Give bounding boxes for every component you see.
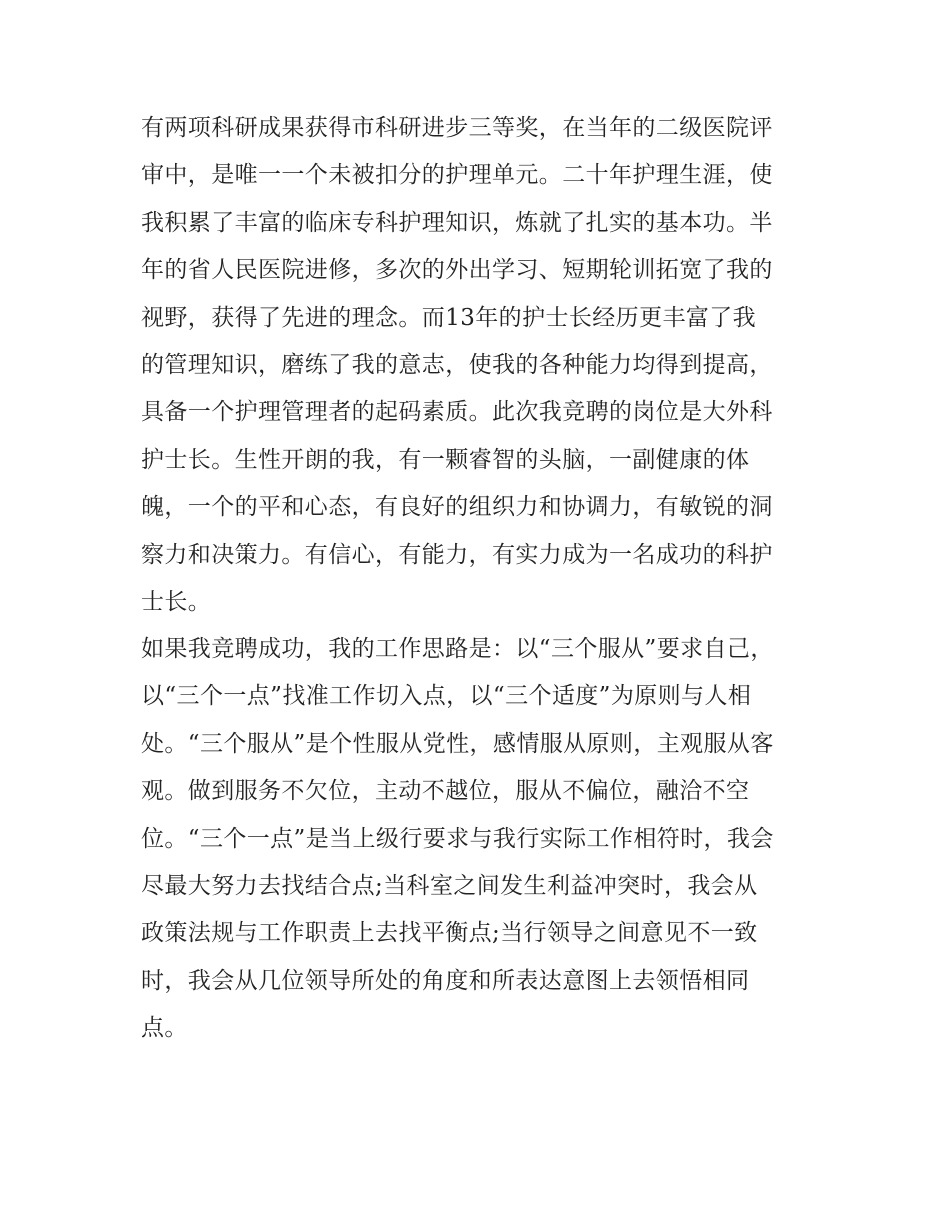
paragraph-2 [141, 626, 821, 1053]
paragraph-line: 处。“三个服从”是个性服从党性，感情服从原则，主观服从客 [141, 730, 774, 757]
paragraph-line: 位。“三个一点”是当上级行要求与我行实际工作相符时，我会 [141, 825, 774, 852]
paragraph-line: 如果我竞聘成功，我的工作思路是：以“三个服从”要求自己， [141, 636, 774, 662]
paragraph-line: 年的省人民医院进修，多次的外出学习、短期轮训拓宽了我的 [141, 257, 773, 284]
paragraph-line: 尽最大努力去找结合点;当科室之间发生利益冲突时，我会从 [141, 872, 758, 899]
paragraph-line: 我积累了丰富的临床专科护理知识，炼就了扎实的基本功。半 [141, 209, 773, 236]
paragraph-line: 观。做到服务不欠位，主动不越位，服从不偏位，融洽不空 [141, 778, 750, 805]
paragraph-line: 有两项科研成果获得市科研进步三等奖，在当年的二级医院评 [141, 115, 773, 141]
paragraph-line: 视野，获得了先进的理念。而13年的护士长经历更丰富了我 [141, 304, 757, 331]
paragraph-line: 护士长。生性开朗的我，有一颗睿智的头脑，一副健康的体 [141, 446, 750, 473]
paragraph-line: 政策法规与工作职责上去找平衡点;当行领导之间意见不一致 [141, 920, 758, 947]
paragraph-line: 以“三个一点”找准工作切入点，以“三个适度”为原则与人相 [141, 683, 752, 710]
paragraph-1 [141, 105, 821, 626]
paragraph-line: 点。 [141, 1015, 188, 1042]
paragraph-line: 时，我会从几位领导所处的角度和所表达意图上去领悟相同 [141, 967, 750, 994]
paragraph-line: 具备一个护理管理者的起码素质。此次我竞聘的岗位是大外科 [141, 399, 773, 426]
paragraph-line: 的管理知识，磨练了我的意志，使我的各种能力均得到提高， [141, 351, 773, 378]
paragraph-line: 士长。 [141, 588, 212, 615]
paragraph-line: 察力和决策力。有信心，有能力，有实力成为一名成功的科护 [141, 541, 773, 568]
paragraph-line: 审中，是唯一一个未被扣分的护理单元。二十年护理生涯，使 [141, 162, 773, 189]
paragraph-line: 魄，一个的平和心态，有良好的组织力和协调力，有敏锐的洞 [141, 494, 773, 521]
